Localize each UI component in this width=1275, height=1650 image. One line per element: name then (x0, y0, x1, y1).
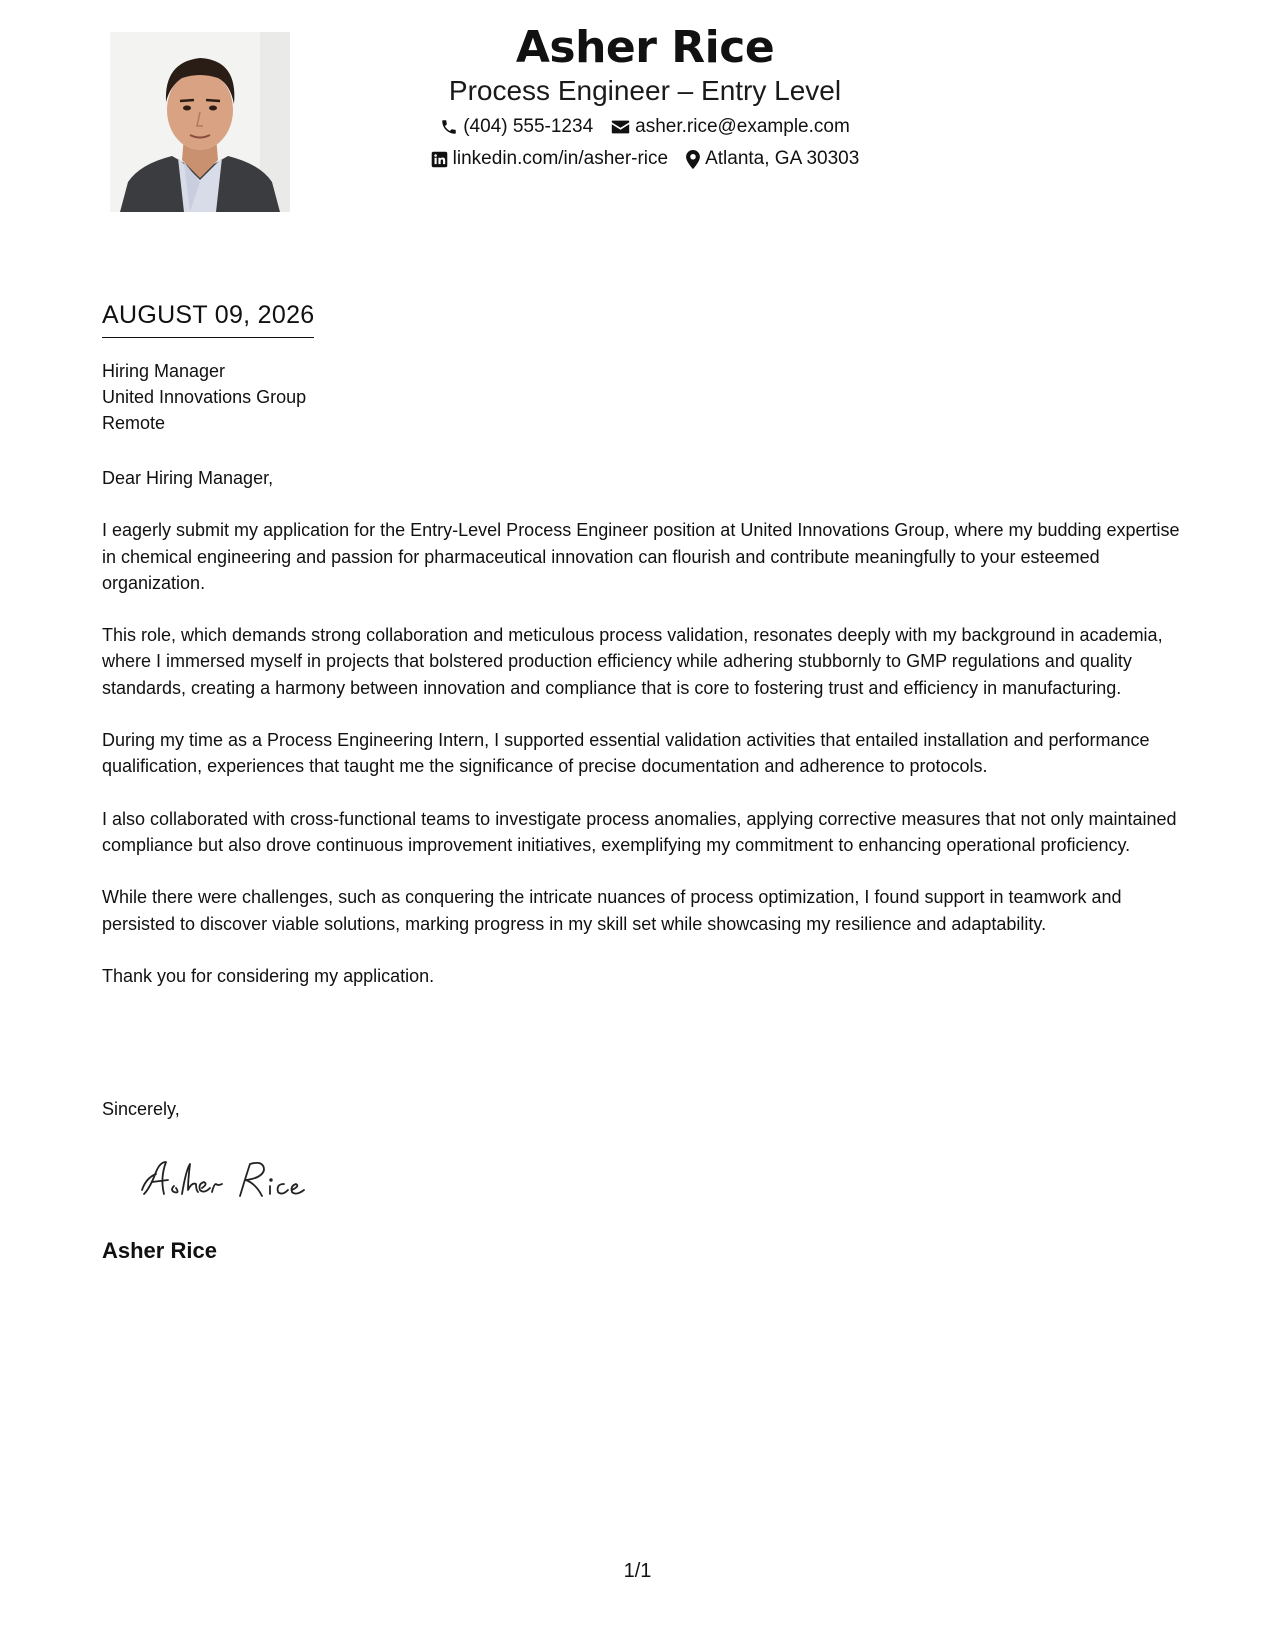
recipient-name: Hiring Manager (102, 361, 226, 381)
body-paragraph: While there were challenges, such as conquering the intricate nuances of process optimization, I found support in teamwork and persisted to discover viable solutions, marking progress in my skill set while showcasing my resilience and adaptability. (102, 887, 1122, 934)
contact-linkedin[interactable] (431, 144, 668, 174)
salutation: Dear Hiring Manager, (102, 468, 274, 488)
signer-name: Asher Rice (102, 1238, 217, 1263)
applicant-name: Asher Rice (515, 22, 775, 73)
page-number: 1/1 (623, 1560, 652, 1582)
body-paragraph: During my time as a Process Engineering Intern, I supported essential validation activities that entailed installation and performance qualification, experiences that taught me the significance of precise documentation and adherence to protocols. (102, 730, 1150, 777)
linkedin-text[interactable]: linkedin.com/in/asher-rice (452, 148, 669, 169)
phone-text: (404) 555-1234 (463, 116, 594, 137)
body-paragraph: This role, which demands strong collaboration and meticulous process validation, resonates deeply with my background in academia, where I immersed myself in projects that bolstered production efficiency while adhering stubbornly to GMP regulations and quality standards, creating a harmony between innovation and compliance that is core to fostering trust and efficiency in manufacturing. (102, 625, 1163, 698)
contact-row-primary (340, 112, 950, 142)
contact-row-secondary (340, 144, 950, 174)
closing: Sincerely, (102, 1099, 180, 1119)
recipient-location: Remote (102, 413, 166, 433)
body-paragraph: Thank you for considering my application. (102, 965, 435, 986)
recipient-company: United Innovations Group (102, 387, 307, 407)
map-pin-icon (686, 150, 700, 169)
profile-photo (110, 32, 290, 212)
letter-date: AUGUST 09, 2026 (102, 298, 314, 338)
linkedin-icon (431, 151, 448, 168)
contact-phone (440, 112, 593, 142)
body-paragraph: I also collaborated with cross-functional teams to investigate process anomalies, applying corrective measures that not only maintained compliance but also drove continuous improvement initiatives, exemplifying my commitment to enhancing operational proficiency. (102, 808, 1177, 855)
envelope-icon (611, 119, 630, 135)
phone-icon (440, 118, 458, 136)
letter-header (340, 20, 950, 174)
email-text[interactable]: asher.rice@example.com (635, 116, 850, 137)
handwritten-signature (140, 1150, 340, 1210)
letter-body (102, 465, 1182, 1015)
recipient-block (102, 358, 306, 436)
contact-location (686, 144, 859, 174)
location-text: Atlanta, GA 30303 (705, 148, 860, 169)
applicant-title: Process Engineer – Entry Level (448, 75, 842, 106)
body-paragraph: I eagerly submit my application for the Entry-Level Process Engineer position at United Innovations Group, where my budding expertise in chemical engineering and passion for pharmaceutical innovation can flourish and contribute meaningfully to your esteemed organization. (102, 520, 1180, 593)
contact-email[interactable] (611, 112, 850, 142)
